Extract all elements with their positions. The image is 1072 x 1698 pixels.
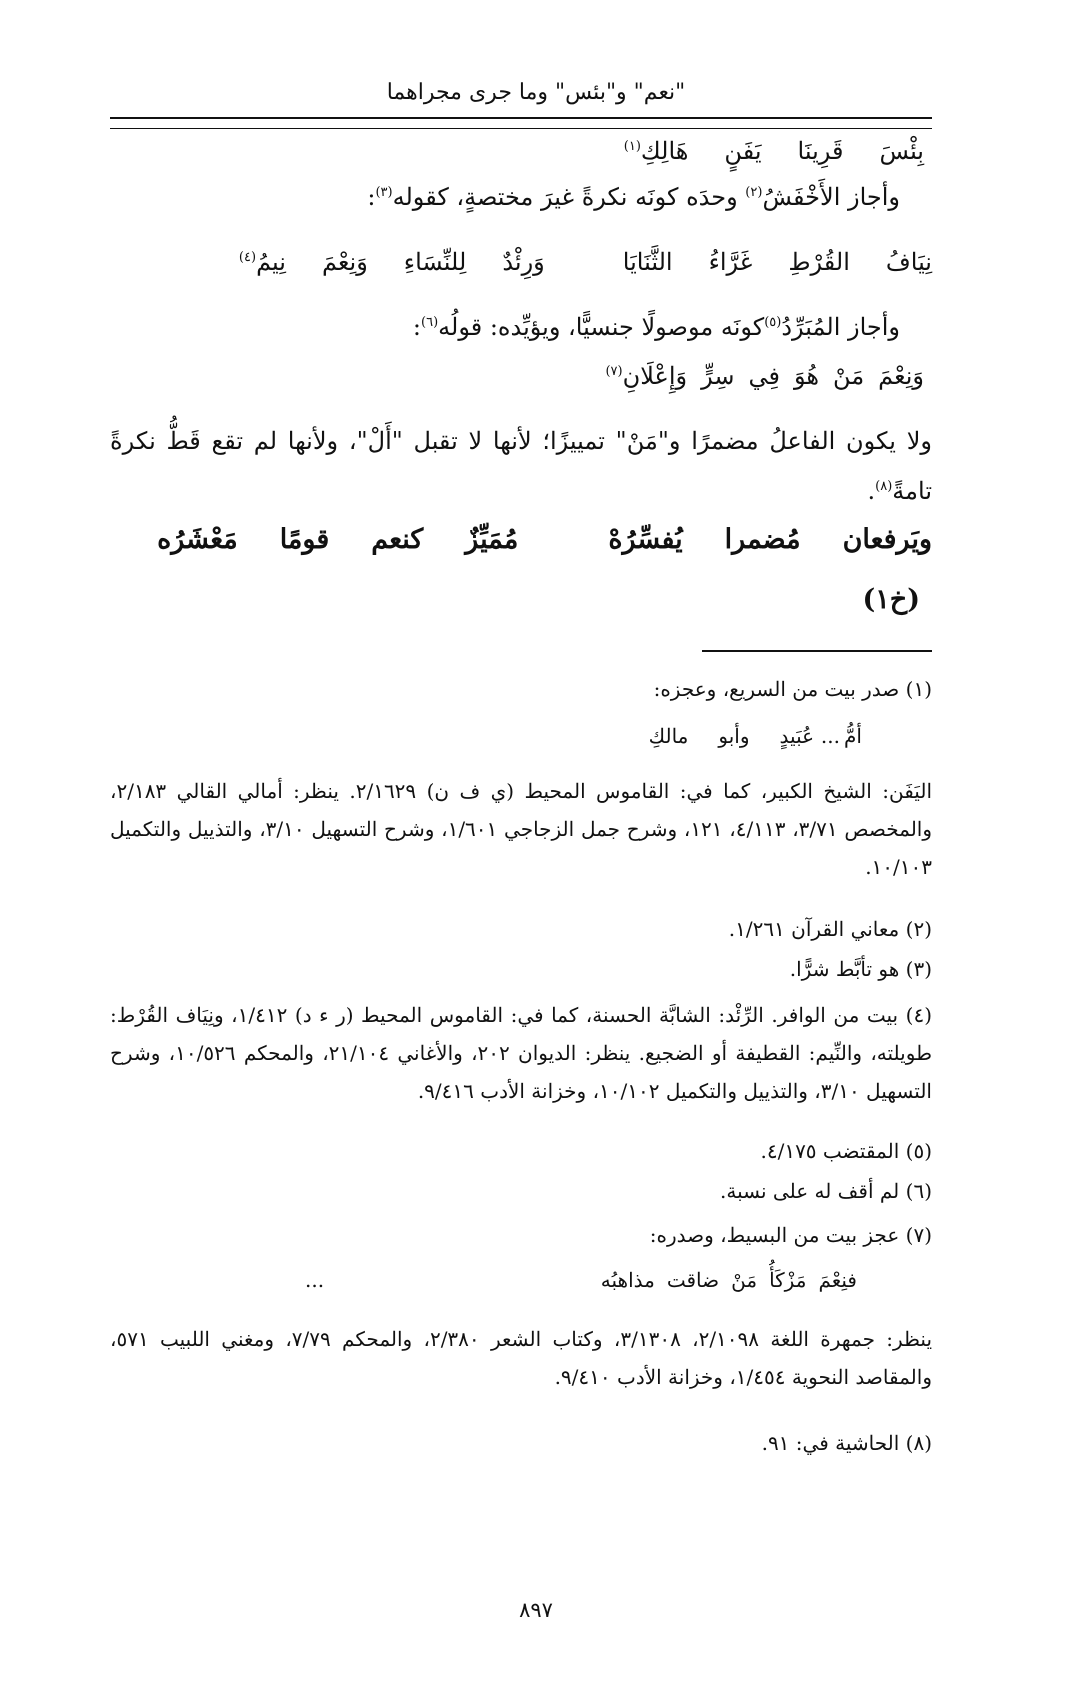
para-text: وحدَه كونَه نكرةً غيرَ مختصةٍ، كقوله	[392, 183, 746, 211]
fn-verse-word: وأبو	[718, 724, 750, 748]
verse-word: وَنِعْمَ	[878, 362, 924, 390]
footnote-ref: (٧)	[605, 364, 623, 379]
fn-verse-word: أمُّ	[844, 724, 862, 748]
footnote-3: (٣) هو تأبَّط شرًّا.	[789, 957, 932, 981]
para-text: وأجاز الأَخْفَشُ	[762, 183, 900, 211]
verse-word: الثَّنَايَا	[622, 248, 673, 276]
verse-1	[588, 137, 924, 165]
footnote-separator	[702, 650, 932, 652]
footnote-ref: (٨)	[875, 479, 893, 494]
rhyme-word: مُضمرا	[724, 524, 801, 555]
page-number: ٨٩٧	[519, 1598, 553, 1622]
verse-3	[605, 362, 924, 390]
verse-word-text: وَإِعْلَانِ	[622, 362, 688, 390]
para-punct: :	[367, 183, 376, 211]
verse-word	[624, 137, 689, 165]
verse-word: بِئْسَ	[879, 137, 924, 165]
rhyme-word: مَعْشَرُه	[157, 524, 238, 555]
verse-word: غَرَّاءُ	[708, 248, 753, 276]
footnote-5: (٥) المقتضب ٤/١٧٥.	[760, 1139, 932, 1163]
footnote-1-verse-dots: ...	[820, 724, 840, 748]
verse-word: فِي	[748, 362, 780, 390]
verse-word: مَنْ	[833, 362, 865, 390]
fn-verse-word: مذاهبُه	[600, 1268, 655, 1292]
footnote-7-verse-dots: ...	[305, 1268, 325, 1292]
fn-verse-word: ضاقت	[666, 1268, 720, 1292]
footnote-ref: (٦)	[421, 315, 439, 330]
header-rule-bottom	[110, 128, 932, 129]
footnote-2: (٢) معاني القرآن ١/٢٦١.	[728, 917, 932, 941]
footnote-ref: (٣)	[375, 185, 393, 200]
para-punct: :	[412, 313, 421, 341]
rhyme-word: مُمَيِّزٌ	[465, 524, 519, 555]
paragraph-fail	[110, 418, 932, 514]
rhyme-word: كنعم	[371, 524, 424, 555]
rhyme-word: ويَرفعان	[842, 524, 932, 555]
verse-word: القُرْطِ	[788, 248, 850, 276]
footnote-1-details: اليَفَن: الشيخ الكبير، كما في: القاموس المحيط (ي ف ن) ٢/١٦٢٩. ينظر: أمالي القالي ٢/١٨٣، والمخصص ٣/٧١، ٤/١١٣، ١٢١، وشرح جمل الزجاجي ١/٦٠١، وشرح التسهيل ٣/١٠، والتذييل والتكميل ١٠/١٠٣.	[110, 779, 933, 879]
verse-word	[239, 248, 286, 276]
verse-word: يَفَنٍ	[724, 137, 762, 165]
verse-word: وَرِئْدٌ	[502, 248, 545, 276]
rhyme-word: يُفسِّرُهْ	[608, 524, 683, 555]
verse-word: لِلنِّسَاءِ	[403, 248, 467, 276]
verse-word-text: هَالِكِ	[640, 137, 689, 165]
para-text: كونَه موصولًا جنسيًّا، ويؤيِّده: قولُه	[438, 313, 765, 341]
footnote-7-verse	[601, 1268, 857, 1292]
footnote-6: (٦) لم أقف له على نسبة.	[720, 1179, 932, 1203]
verse-word: قَرِينَا	[797, 137, 844, 165]
verse-word: سِرٍّ	[701, 362, 735, 390]
fn-verse-word: مَزْكَأُ	[769, 1268, 807, 1292]
verse-2	[203, 248, 932, 276]
verse-word: نِيَافُ	[885, 248, 932, 276]
fn-verse-word: فنِعْمَ	[818, 1268, 857, 1292]
verse-word: وَنِعْمَ	[321, 248, 368, 276]
verse-word-text: نِيمُ	[256, 248, 286, 276]
verse-word	[605, 362, 687, 390]
alfiyya-verse	[157, 524, 932, 555]
rhyme-word: قومًا	[279, 524, 330, 555]
fn-verse-word: مَنْ	[731, 1268, 758, 1292]
running-header: "نعم" و"بئس" وما جرى مجراهما	[386, 80, 686, 105]
para-text: وأجاز المُبَرِّدُ	[781, 313, 900, 341]
footnote-ref: (٤)	[238, 250, 257, 265]
para-punct: .	[867, 477, 876, 505]
fn-verse-word: مالكِ	[648, 724, 689, 748]
verse-word: هُوَ	[793, 362, 820, 390]
footnote-1: (١) صدر بيت من السريع، وعجزه:	[653, 677, 932, 701]
alfiyya-ref: (خ١)	[862, 584, 920, 615]
paragraph-mubarrid	[413, 300, 900, 350]
para-text: ولا يكون الفاعلُ مضمرًا و"مَنْ" تمييزًا؛ لأنها لا تقبل "أَلْ"، ولأنها لم تقع قَطُّ نكرةً تامةً	[110, 427, 932, 505]
fn-verse-word: عُبَيدٍ	[779, 724, 815, 748]
footnote-8: (٨) الحاشية في: ٩١.	[761, 1431, 932, 1455]
paragraph-akhfash	[367, 170, 900, 220]
footnote-7-details: ينظر: جمهرة اللغة ٢/١٠٩٨، ٣/١٣٠٨، وكتاب الشعر ٢/٣٨٠، والمحكم ٧/٧٩، ومغني اللبيب ٥٧١، والمقاصد النحوية ١/٤٥٤، وخزانة الأدب ٩/٤١٠.	[110, 1327, 933, 1389]
footnote-ref: (٢)	[745, 185, 763, 200]
footnote-4: (٤) بيت من الوافر. الرِّئْد: الشابَّة الحسنة، كما في: القاموس المحيط (ر ء د) ١/٤١٢، ونِيَاف القُرْط: طويلته، والنِّيم: القطيفة أو الضجيع. ينظر: الديوان ٢٠٢، والأغاني ٢١/١٠٤، والمحكم ١٠/٥٢٦، وشرح التسهيل ٣/١٠، والتذييل والتكميل ١٠/١٠٢، وخزانة الأدب ٩/٤١٦.	[110, 1003, 932, 1103]
footnote-7: (٧) عجز بيت من البسيط، وصدره:	[649, 1223, 932, 1247]
footnote-ref: (١)	[623, 139, 641, 154]
footnote-ref: (٥)	[764, 315, 782, 330]
header-rule-top	[110, 117, 932, 119]
